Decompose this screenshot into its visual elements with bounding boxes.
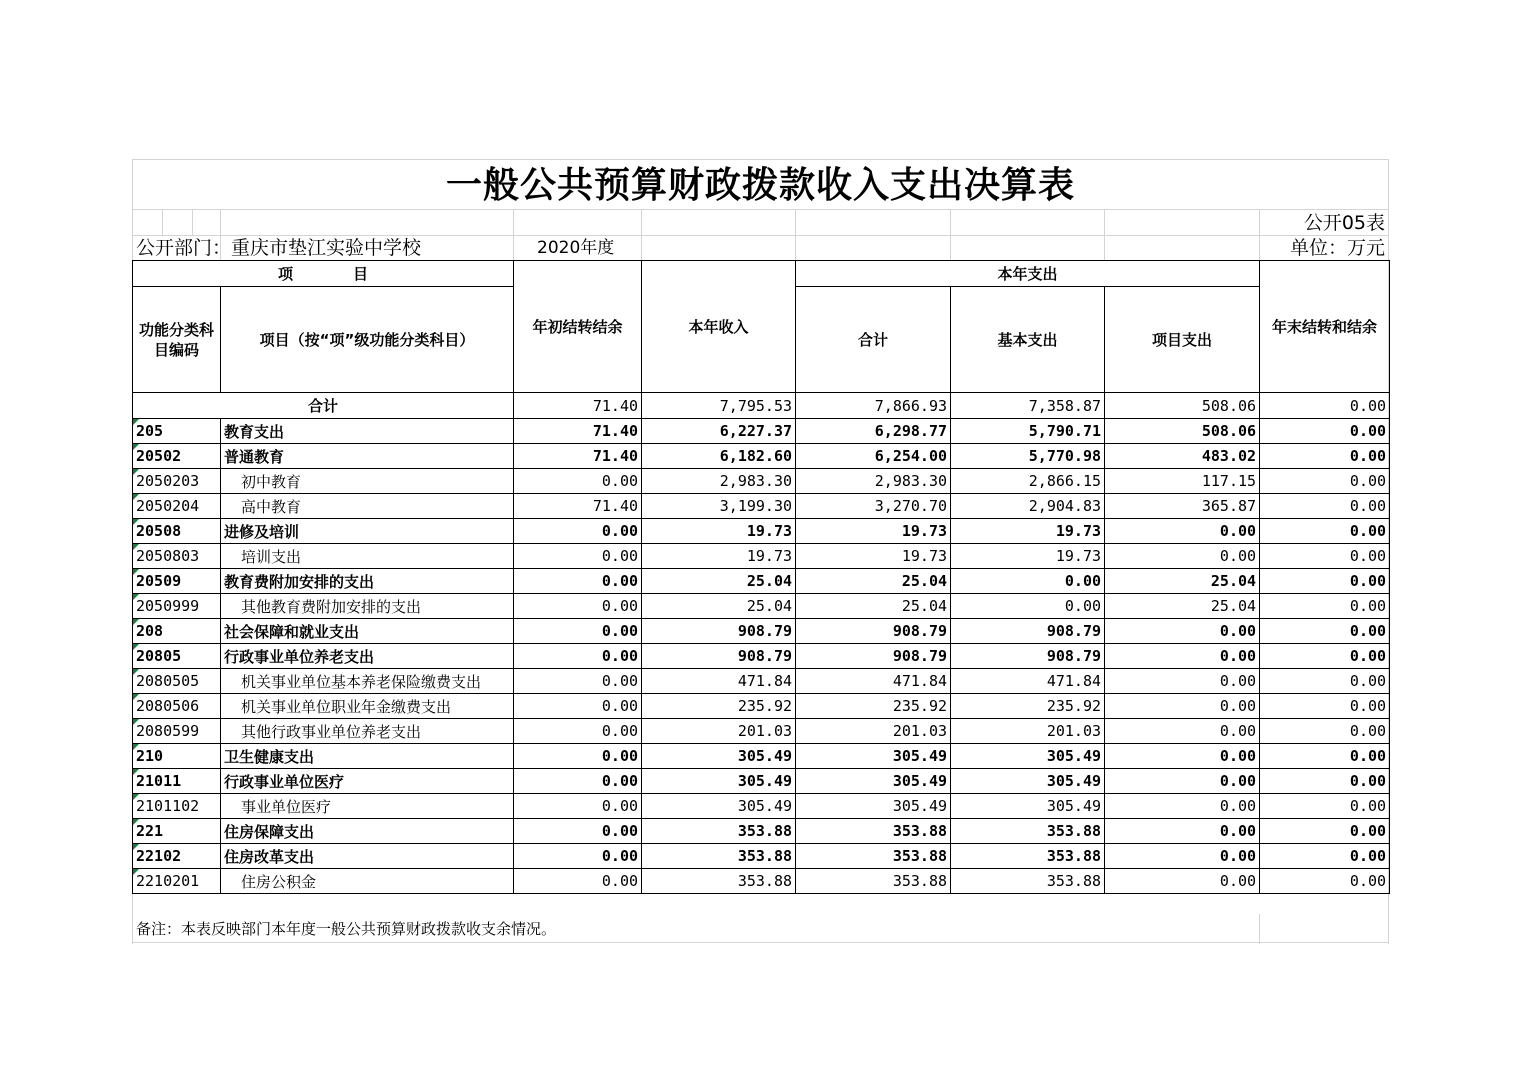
row-code: 2050999 — [133, 594, 221, 619]
row-name: 住房公积金 — [221, 869, 514, 894]
row-basic: 471.84 — [951, 669, 1105, 694]
row-name: 行政事业单位医疗 — [221, 769, 514, 794]
row-closing: 0.00 — [1260, 719, 1390, 744]
row-total: 353.88 — [796, 869, 951, 894]
row-income: 25.04 — [642, 569, 796, 594]
row-opening: 0.00 — [514, 594, 642, 619]
row-total: 19.73 — [796, 519, 951, 544]
row-total: 25.04 — [796, 569, 951, 594]
row-name: 其他行政事业单位养老支出 — [221, 719, 514, 744]
row-basic: 5,790.71 — [951, 419, 1105, 444]
row-project: 25.04 — [1105, 594, 1260, 619]
row-total: 305.49 — [796, 769, 951, 794]
footnote: 备注：本表反映部门本年度一般公共预算财政拨款收支余情况。 — [136, 920, 557, 938]
row-project: 0.00 — [1105, 694, 1260, 719]
row-opening: 0.00 — [514, 544, 642, 569]
row-code: 2080506 — [133, 694, 221, 719]
header-opening: 年初结转结余 — [514, 261, 642, 393]
row-code: 205 — [133, 419, 221, 444]
row-name: 机关事业单位基本养老保险缴费支出 — [221, 669, 514, 694]
row-closing: 0.00 — [1260, 619, 1390, 644]
row-basic: 2,904.83 — [951, 494, 1105, 519]
total-closing: 0.00 — [1260, 393, 1390, 419]
table-row — [133, 469, 1390, 494]
row-code: 2101102 — [133, 794, 221, 819]
table-row — [133, 569, 1390, 594]
row-name: 其他教育费附加安排的支出 — [221, 594, 514, 619]
row-name: 社会保障和就业支出 — [221, 619, 514, 644]
grid-line — [1259, 209, 1260, 260]
total-opening: 71.40 — [514, 393, 642, 419]
row-closing: 0.00 — [1260, 494, 1390, 519]
table-row — [133, 844, 1390, 869]
row-project: 0.00 — [1105, 769, 1260, 794]
row-name: 行政事业单位养老支出 — [221, 644, 514, 669]
table-row — [133, 494, 1390, 519]
row-closing: 0.00 — [1260, 419, 1390, 444]
row-basic: 305.49 — [951, 794, 1105, 819]
table-row — [133, 819, 1390, 844]
row-name: 培训支出 — [221, 544, 514, 569]
row-total: 6,298.77 — [796, 419, 951, 444]
department-label: 公开部门：重庆市垫江实验中学校 — [136, 237, 422, 259]
grid-line — [513, 209, 514, 260]
row-code: 20509 — [133, 569, 221, 594]
row-basic: 305.49 — [951, 769, 1105, 794]
row-opening: 0.00 — [514, 769, 642, 794]
total-basic: 7,358.87 — [951, 393, 1105, 419]
row-total: 6,254.00 — [796, 444, 951, 469]
row-total: 235.92 — [796, 694, 951, 719]
header-total: 合计 — [796, 287, 951, 393]
row-total: 25.04 — [796, 594, 951, 619]
row-income: 353.88 — [642, 844, 796, 869]
row-total: 2,983.30 — [796, 469, 951, 494]
row-code: 20502 — [133, 444, 221, 469]
row-project: 365.87 — [1105, 494, 1260, 519]
row-opening: 71.40 — [514, 494, 642, 519]
grid-line — [1104, 209, 1105, 260]
row-income: 353.88 — [642, 869, 796, 894]
row-basic: 19.73 — [951, 519, 1105, 544]
header-code: 功能分类科目编码 — [133, 287, 221, 393]
row-basic: 19.73 — [951, 544, 1105, 569]
table-row — [133, 694, 1390, 719]
table-row — [133, 744, 1390, 769]
row-name: 初中教育 — [221, 469, 514, 494]
row-closing: 0.00 — [1260, 669, 1390, 694]
table-row — [133, 644, 1390, 669]
row-code: 2080599 — [133, 719, 221, 744]
row-income: 305.49 — [642, 794, 796, 819]
row-opening: 0.00 — [514, 844, 642, 869]
row-income: 19.73 — [642, 519, 796, 544]
table-row — [133, 794, 1390, 819]
row-closing: 0.00 — [1260, 869, 1390, 894]
unit-label: 单位：万元 — [1289, 237, 1385, 259]
row-code: 2050204 — [133, 494, 221, 519]
row-opening: 0.00 — [514, 819, 642, 844]
row-project: 0.00 — [1105, 519, 1260, 544]
row-closing: 0.00 — [1260, 469, 1390, 494]
row-project: 25.04 — [1105, 569, 1260, 594]
table-row — [133, 869, 1390, 894]
row-name: 高中教育 — [221, 494, 514, 519]
row-code: 208 — [133, 619, 221, 644]
row-basic: 0.00 — [951, 569, 1105, 594]
row-code: 20508 — [133, 519, 221, 544]
row-basic: 353.88 — [951, 819, 1105, 844]
total-income: 7,795.53 — [642, 393, 796, 419]
row-total: 3,270.70 — [796, 494, 951, 519]
table-row — [133, 769, 1390, 794]
table-row — [133, 444, 1390, 469]
row-project: 0.00 — [1105, 719, 1260, 744]
row-name: 机关事业单位职业年金缴费支出 — [221, 694, 514, 719]
row-code: 210 — [133, 744, 221, 769]
row-basic: 353.88 — [951, 869, 1105, 894]
total-project: 508.06 — [1105, 393, 1260, 419]
row-total: 908.79 — [796, 644, 951, 669]
row-code: 2050203 — [133, 469, 221, 494]
header-income: 本年收入 — [642, 261, 796, 393]
row-opening: 0.00 — [514, 694, 642, 719]
row-project: 0.00 — [1105, 844, 1260, 869]
row-income: 2,983.30 — [642, 469, 796, 494]
row-project: 117.15 — [1105, 469, 1260, 494]
row-project: 508.06 — [1105, 419, 1260, 444]
row-project: 0.00 — [1105, 794, 1260, 819]
row-income: 305.49 — [642, 769, 796, 794]
header-basic: 基本支出 — [951, 287, 1105, 393]
row-total: 201.03 — [796, 719, 951, 744]
row-income: 3,199.30 — [642, 494, 796, 519]
row-code: 20805 — [133, 644, 221, 669]
row-project: 0.00 — [1105, 744, 1260, 769]
header-item-group: 项 目 — [133, 261, 514, 287]
row-income: 908.79 — [642, 644, 796, 669]
row-total: 908.79 — [796, 619, 951, 644]
grid-line — [162, 209, 163, 235]
row-closing: 0.00 — [1260, 594, 1390, 619]
row-income: 6,227.37 — [642, 419, 796, 444]
row-name: 普通教育 — [221, 444, 514, 469]
row-basic: 2,866.15 — [951, 469, 1105, 494]
row-opening: 0.00 — [514, 619, 642, 644]
row-project: 0.00 — [1105, 644, 1260, 669]
row-code: 2050803 — [133, 544, 221, 569]
row-opening: 0.00 — [514, 794, 642, 819]
row-basic: 305.49 — [951, 744, 1105, 769]
row-closing: 0.00 — [1260, 569, 1390, 594]
row-code: 2210201 — [133, 869, 221, 894]
row-closing: 0.00 — [1260, 794, 1390, 819]
row-total: 353.88 — [796, 844, 951, 869]
row-income: 305.49 — [642, 744, 796, 769]
grid-line — [1259, 914, 1260, 944]
row-basic: 235.92 — [951, 694, 1105, 719]
row-opening: 71.40 — [514, 419, 642, 444]
report-title: 一般公共预算财政拨款收入支出决算表 — [445, 165, 1075, 206]
table-row — [133, 519, 1390, 544]
row-name: 住房改革支出 — [221, 844, 514, 869]
row-closing: 0.00 — [1260, 769, 1390, 794]
total-row-label: 合计 — [133, 393, 514, 419]
row-project: 0.00 — [1105, 819, 1260, 844]
table-row — [133, 719, 1390, 744]
row-closing: 0.00 — [1260, 644, 1390, 669]
budget-table — [132, 260, 1390, 894]
row-closing: 0.00 — [1260, 744, 1390, 769]
grid-line — [795, 209, 796, 260]
row-project: 0.00 — [1105, 544, 1260, 569]
row-closing: 0.00 — [1260, 819, 1390, 844]
row-opening: 0.00 — [514, 469, 642, 494]
row-opening: 0.00 — [514, 569, 642, 594]
row-closing: 0.00 — [1260, 844, 1390, 869]
grid-line — [641, 209, 642, 260]
total-row — [133, 393, 1390, 419]
row-closing: 0.00 — [1260, 694, 1390, 719]
row-total: 471.84 — [796, 669, 951, 694]
table-row — [133, 619, 1390, 644]
row-name: 事业单位医疗 — [221, 794, 514, 819]
row-opening: 0.00 — [514, 669, 642, 694]
row-opening: 0.00 — [514, 744, 642, 769]
total-total: 7,866.93 — [796, 393, 951, 419]
row-basic: 0.00 — [951, 594, 1105, 619]
row-basic: 5,770.98 — [951, 444, 1105, 469]
row-total: 305.49 — [796, 744, 951, 769]
row-income: 353.88 — [642, 819, 796, 844]
row-closing: 0.00 — [1260, 544, 1390, 569]
form-number: 公开05表 — [1303, 212, 1385, 234]
row-opening: 71.40 — [514, 444, 642, 469]
row-opening: 0.00 — [514, 644, 642, 669]
grid-line — [132, 209, 1389, 210]
row-opening: 0.00 — [514, 519, 642, 544]
row-basic: 908.79 — [951, 619, 1105, 644]
row-opening: 0.00 — [514, 719, 642, 744]
grid-line — [132, 942, 1389, 943]
table-row — [133, 669, 1390, 694]
row-code: 21011 — [133, 769, 221, 794]
row-income: 25.04 — [642, 594, 796, 619]
row-income: 908.79 — [642, 619, 796, 644]
row-total: 19.73 — [796, 544, 951, 569]
row-income: 6,182.60 — [642, 444, 796, 469]
table-row — [133, 594, 1390, 619]
row-basic: 201.03 — [951, 719, 1105, 744]
row-income: 471.84 — [642, 669, 796, 694]
grid-line — [192, 209, 193, 235]
row-code: 2080505 — [133, 669, 221, 694]
row-basic: 908.79 — [951, 644, 1105, 669]
row-income: 235.92 — [642, 694, 796, 719]
row-code: 221 — [133, 819, 221, 844]
header-expense-group: 本年支出 — [796, 261, 1260, 287]
header-project: 项目支出 — [1105, 287, 1260, 393]
header-closing: 年末结转和结余 — [1260, 261, 1390, 393]
grid-line — [950, 209, 951, 260]
row-project: 0.00 — [1105, 669, 1260, 694]
header-name: 项目（按“项”级功能分类科目） — [221, 287, 514, 393]
row-total: 305.49 — [796, 794, 951, 819]
row-total: 353.88 — [796, 819, 951, 844]
row-closing: 0.00 — [1260, 444, 1390, 469]
row-income: 201.03 — [642, 719, 796, 744]
row-opening: 0.00 — [514, 869, 642, 894]
table-row — [133, 419, 1390, 444]
row-basic: 353.88 — [951, 844, 1105, 869]
row-project: 0.00 — [1105, 619, 1260, 644]
row-project: 483.02 — [1105, 444, 1260, 469]
year-label: 2020年度 — [537, 238, 615, 258]
row-name: 进修及培训 — [221, 519, 514, 544]
row-name: 卫生健康支出 — [221, 744, 514, 769]
table-row — [133, 544, 1390, 569]
row-project: 0.00 — [1105, 869, 1260, 894]
row-name: 住房保障支出 — [221, 819, 514, 844]
row-name: 教育支出 — [221, 419, 514, 444]
row-closing: 0.00 — [1260, 519, 1390, 544]
row-code: 22102 — [133, 844, 221, 869]
row-name: 教育费附加安排的支出 — [221, 569, 514, 594]
row-income: 19.73 — [642, 544, 796, 569]
